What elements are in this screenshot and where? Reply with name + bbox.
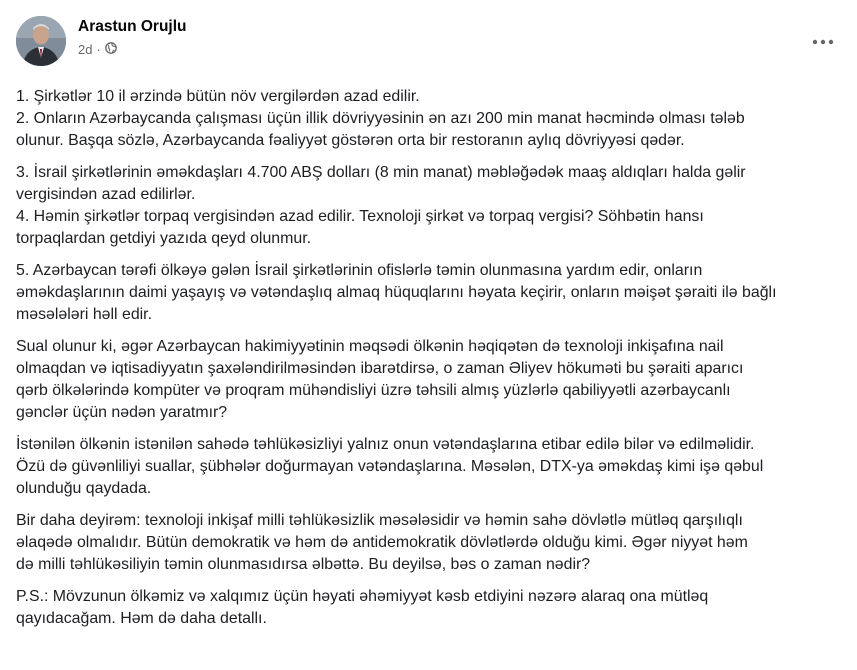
- post-text-line: Sual olunur ki, əgər Azərbaycan hakimiyyətinin məqsədi ölkənin həqiqətən də texnoloji inkişafına nail: [16, 338, 724, 355]
- post-text-line: qayıdacağam. Həm də daha detallı.: [16, 610, 267, 627]
- post-text-line: vergisindən azad edilirlər.: [16, 186, 196, 203]
- post-text: [16, 86, 846, 640]
- post-paragraph: [16, 586, 846, 630]
- post-time[interactable]: 2d: [78, 42, 93, 57]
- separator-dot: ·: [96, 42, 101, 57]
- post-text-line: 5. Azərbaycan tərəfi ölkəyə gələn İsrail şirkətlərinin ofislərlə təmin olunmasına yardım edir, onların: [16, 262, 703, 279]
- post-text-line: 4. Həmin şirkətlər torpaq vergisindən azad edilir. Texnoloji şirkət və torpaq vergisi? Söhbətin hansı: [16, 208, 704, 225]
- post-text-line: Bir daha deyirəm: texnoloji inkişaf milli təhlükəsizlik məsələsidir və həmin sahə dövlətlə mütləq qarşılıqlı: [16, 512, 743, 529]
- author-avatar[interactable]: [16, 16, 66, 66]
- post-text-line: torpaqlardan getdiyi yazıda qeyd olunmur.: [16, 230, 312, 247]
- post-text-line: olunduğu qaydada.: [16, 480, 152, 497]
- post-paragraph: [16, 336, 846, 424]
- post-paragraph: [16, 162, 846, 250]
- more-options-icon[interactable]: [805, 24, 841, 60]
- post-text-line: olunur. Başqa sözlə, Azərbaycanda fəaliyyət göstərən orta bir restoranın aylıq dövriyyəsi qədər.: [16, 132, 685, 149]
- post-text-line: qərb ölkələrində kompüter və proqram mühəndisliyi üzrə təhsili almış yüzlərlə qabiliyyətli azərbaycanlı: [16, 382, 731, 399]
- post-text-line: olmaqdan və iqtisadiyyatın şaxələndirilməsindən ibarətdirsə, o zaman Əliyev hökuməti bu şəraiti aparıcı: [16, 360, 744, 377]
- post-text-line: Özü də güvənliliyi suallar, şübhələr doğurmayan vətəndaşlarına. Məsələn, DTX-ya əməkdaş kimi işə qəbul: [16, 458, 764, 475]
- avatar-photo: [16, 16, 66, 66]
- post-text-line: gənclər üçün nədən yaratmır?: [16, 404, 228, 421]
- post-paragraph: [16, 260, 846, 326]
- post-header: [16, 12, 841, 66]
- post-text-line: İstənilən ölkənin istənilən sahədə təhlükəsizliyi yalnız onun vətəndaşlarına etibar edilə bilər və edilməlidir.: [16, 436, 755, 453]
- post-text-line: əməkdaşlarının daimi yaşayış və vətəndaşlıq almaq hüquqlarını həyata keçirir, onların məişət şəraiti ilə bağlı: [16, 284, 777, 301]
- author-name[interactable]: Arastun Orujlu: [78, 18, 187, 35]
- post-text-line: 3. İsrail şirkətlərinin əməkdaşları 4.700 ABŞ dolları (8 min manat) məbləğədək maaş aldıqları halda gəlir: [16, 164, 746, 181]
- globe-icon[interactable]: [105, 42, 117, 57]
- post-paragraph: [16, 86, 846, 152]
- post-paragraph: [16, 510, 846, 576]
- post-text-line: P.S.: Mövzunun ölkəmiz və xalqımız üçün həyati əhəmiyyət kəsb etdiyini nəzərə alaraq ona mütləq: [16, 588, 709, 605]
- post-text-line: də milli təhlükəsiliyin təmin olunmasıdırsa əlbəttə. Bu deyilsə, bəs o zaman nədir?: [16, 556, 591, 573]
- post-text-line: 2. Onların Azərbaycanda çalışması üçün illik dövriyyəsinin ən azı 200 min manat həcmində olması tələb: [16, 110, 745, 127]
- post-meta: [78, 42, 117, 57]
- post-text-line: 1. Şirkətlər 10 il ərzində bütün növ vergilərdən azad edilir.: [16, 88, 420, 105]
- post-text-line: əlaqədə olmalıdır. Bütün demokratik və həm də antidemokratik dövlətlərdə olduğu kimi. Əgər niyyət həm: [16, 534, 748, 551]
- post-text-line: məsələləri həll edir.: [16, 306, 153, 323]
- post-paragraph: [16, 434, 846, 500]
